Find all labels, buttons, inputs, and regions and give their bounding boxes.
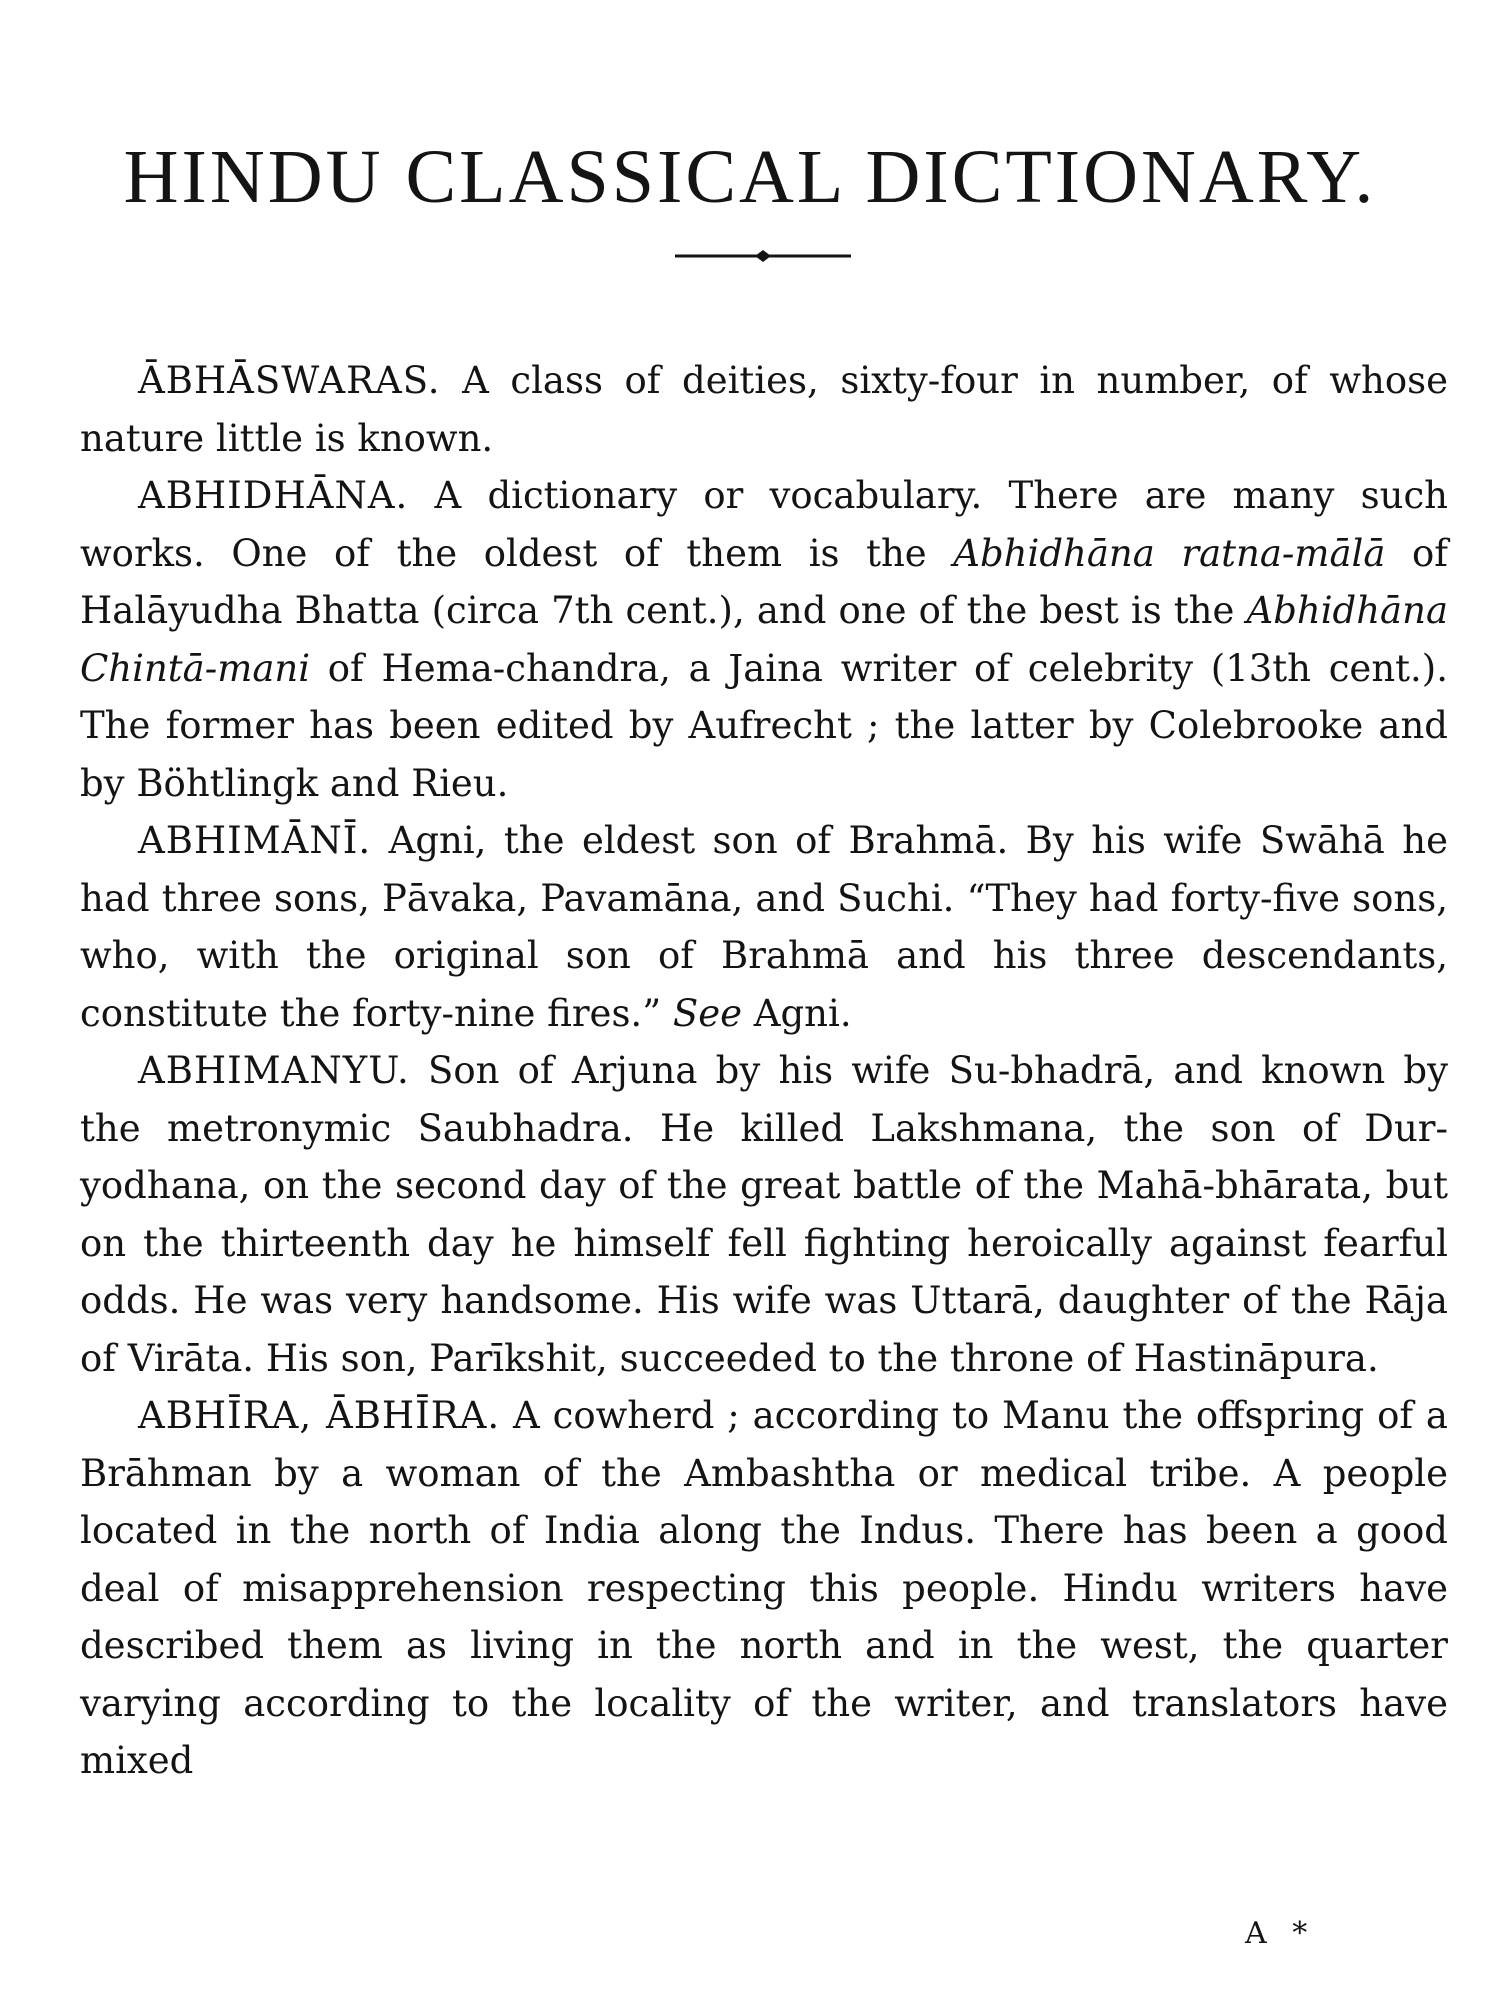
entry-text: Agni. — [742, 991, 852, 1035]
entry-headword: ABHĪRA, ĀBHĪRA. — [138, 1394, 501, 1437]
entry-text: A class of deities, sixty-four in number, of whose nature little is known. — [80, 359, 1448, 460]
entry-headword: ABHIMANYU. — [138, 1049, 410, 1092]
entry-text: Son of Arjuna by his wife Su-bhadrā, and known by the metronymic Saubhadra. He killed Lakshmana, the son of Dur-yodhana, on the second day of the great battle of the Mahā-bhārata, but on the thirteenth day he himself fell fighting heroically against fearful odds. He was very handsome. His wife was Uttarā, daughter of the Rāja of Virāta. His son, Parīkshit, succeeded to the throne of Hastināpura. — [80, 1049, 1448, 1380]
entry-headword: ABHIDHĀNA. — [138, 474, 409, 517]
entry-headword: ĀBHĀSWARAS. — [138, 359, 441, 402]
dictionary-entry — [80, 352, 1448, 467]
dictionary-entry — [80, 467, 1448, 812]
entry-text: A dictionary or vocabulary. There are many such works. One of the oldest of them is the — [80, 474, 1448, 575]
page-title: HINDU CLASSICAL DICTIONARY. — [123, 134, 1377, 219]
entry-italic-text: See — [672, 991, 743, 1035]
entry-italic-text: Abhidhāna ratna-mālā — [953, 531, 1386, 575]
dictionary-entry — [80, 1387, 1448, 1790]
dictionary-entry — [80, 812, 1448, 1042]
signature-mark: A * — [1245, 1916, 1316, 1951]
divider-ornament — [675, 248, 851, 264]
entry-text: A cowherd ; according to Manu the offspring of a Brāhman by a woman of the Ambashtha or medical tribe. A people located in the north of India along the Indus. There has been a good deal of misapprehension respecting this people. Hindu writers have described them as living in the north and in the west, the quarter varying according to the locality of the writer, and translators have mixed — [80, 1394, 1448, 1782]
entry-text: of Halāyudha Bhatta (circa 7th cent.), and one of the best is the — [80, 531, 1448, 632]
entry-text: Agni, the eldest son of Brahmā. By his wife Swāhā he had three sons, Pāvaka, Pavamāna, and Suchi. “They had forty-five sons, who, with the original son of Brahmā and his three descendants, constitute the forty-nine fires.” — [80, 819, 1448, 1035]
entry-text: of Hema-chandra, a Jaina writer of celebrity (13th cent.). The former has been edited by Aufrecht ; the latter by Colebrooke and by Böhtlingk and Rieu. — [80, 646, 1448, 805]
dictionary-entry — [80, 1042, 1448, 1387]
entry-italic-text: Abhidhāna Chintā-mani — [80, 589, 1448, 690]
dictionary-entries — [80, 352, 1448, 1790]
entry-headword: ABHIMĀNĪ. — [138, 819, 372, 862]
